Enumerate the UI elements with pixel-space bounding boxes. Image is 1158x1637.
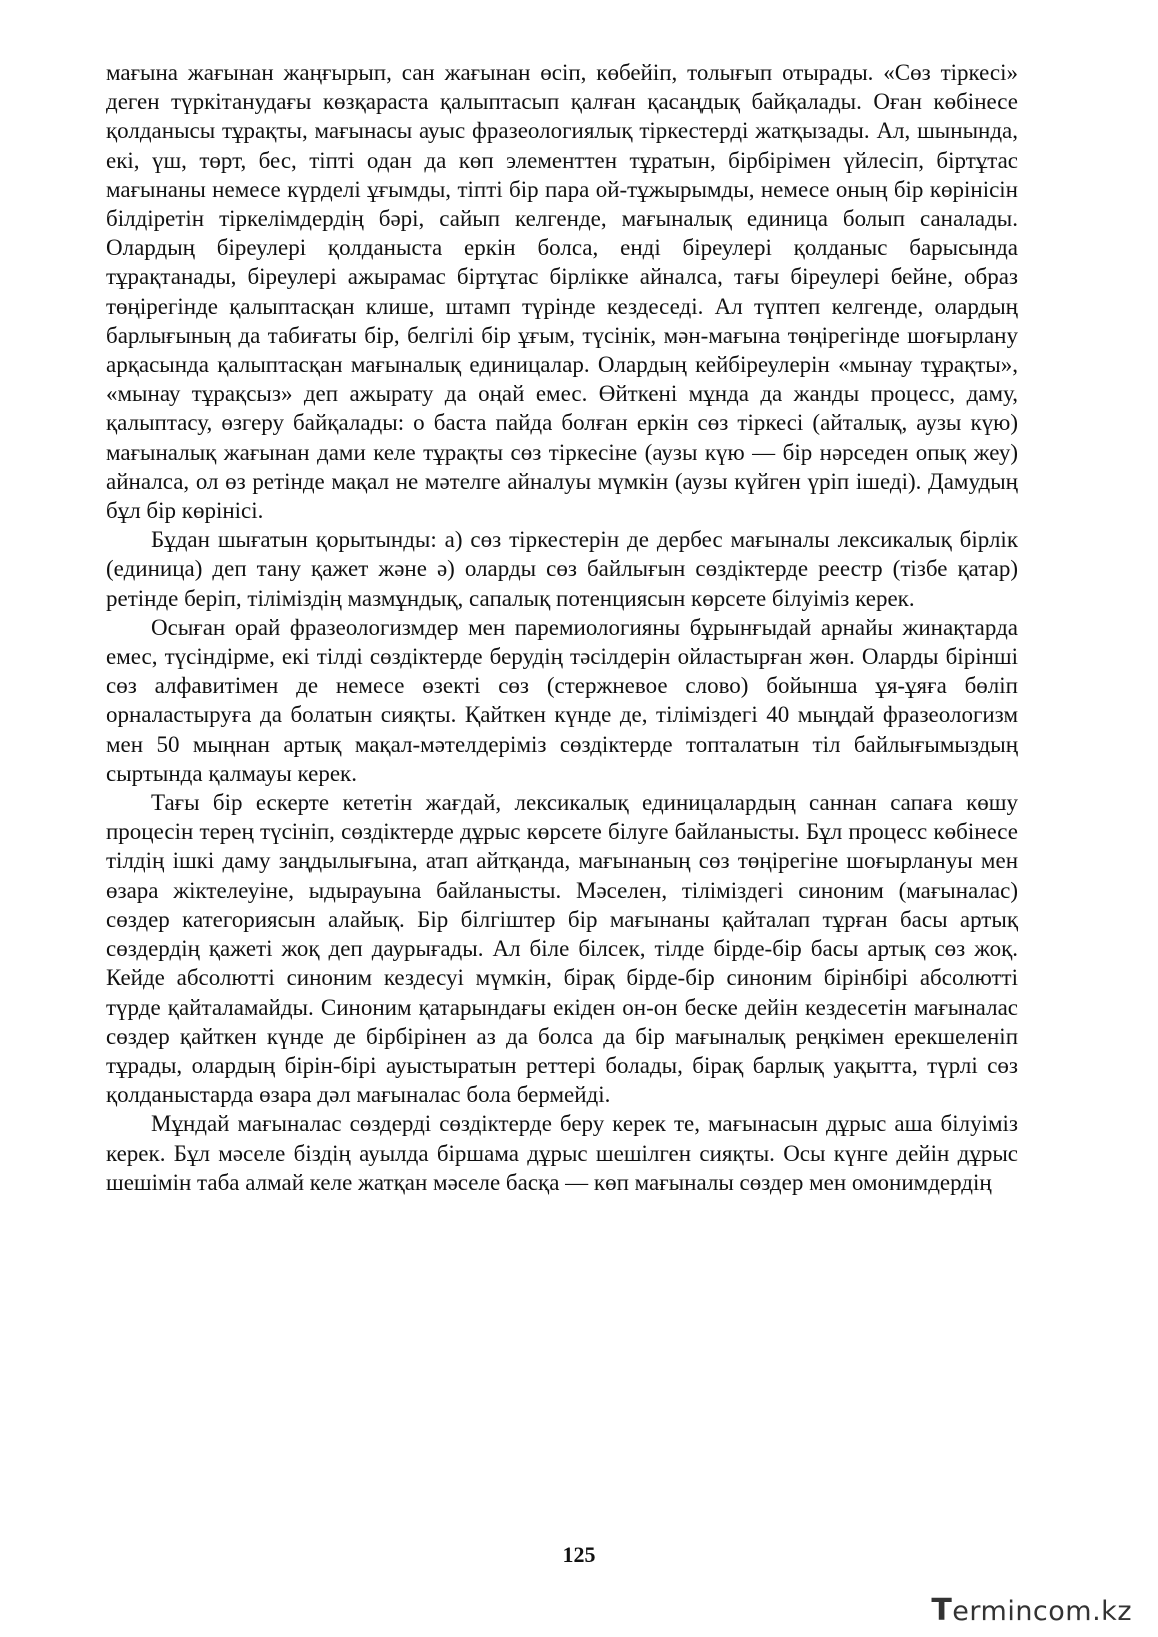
paragraph-1: мағына жағынан жаңғырып, сан жағынан өсіп, көбейіп, толығып отырады. «Сөз тіркесі» деген түркітанудағы көзқараста қалыптасып қалған қасаңдық байқалады. Оған көбінесе қолданысы тұрақты, мағынасы ауыс фразеологиялық тіркестерді жатқызады. Ал, шынында, екі, үш, төрт, бес, тіпті одан да көп элементтен тұратын, бірбірімен үйлесіп, біртұтас мағынаны немесе күрделі ұғымды, тіпті бір пара ой-тұжырымды, немесе оның бір көрінісін білдіретін тіркелімдердің бәрі, сайып келгенде, мағыналық единица болып саналады. Олардың біреулері қолданыста еркін болса, енді біреулері қолданыс барысында тұрақтанады, біреулері ажырамас біртұтас бірлікке айналса, тағы біреулері бейне, образ төңірегінде қалыптасқан клише, штамп түрінде кездеседі. Ал түптеп келгенде, олардың барлығының да табиғаты бір, белгілі бір ұғым, түсінік, мән-мағына төңірегінде шоғырлану арқасында қалыптасқан мағыналық единицалар. Олардың кейбіреулерін «мынау тұрақты», «мынау тұрақсыз» деп ажырату да оңай емес. Өйткені мұнда да жанды процесс, даму, қалыптасу, өзгеру байқалады: о баста пайда болған еркін сөз тіркесі (айталық, аузы күю) мағыналық жағынан дами келе тұрақты сөз тіркесіне (аузы күю — бір нәрседен опық жеу) айналса, ол өз ретінде мақал не мәтелге айналуы мүмкін (аузы күйген үріп ішеді). Дамудың бұл бір көрінісі. [106, 60, 1018, 524]
watermark-text: ermincom.kz [952, 1596, 1132, 1627]
watermark-initial: T [931, 1593, 953, 1628]
paragraph-2: Бұдан шығатын қорытынды: а) сөз тіркестерін де дербес мағыналы лексикалық бірлік (единица) деп тану қажет және ә) оларды сөз байлығын сөздіктерде реестр (тізбе қатар) ретінде беріп, тіліміздің мазмұндық, сапалық потенциясын көрсете білуіміз керек. [106, 527, 1018, 611]
paragraph-4: Тағы бір ескерте кететін жағдай, лексикалық единицалардың саннан сапаға көшу процесін терең түсініп, сөздіктерде дұрыс көрсете білуге байланысты. Бұл процесс көбінесе тілдің ішкі даму заңдылығына, атап айтқанда, мағынаның сөз төңірегіне шоғырлануы мен өзара жіктелеуіне, ыдырауына байланысты. Мәселен, тіліміздегі синоним (мағыналас) сөздер категориясын алайық. Бір білгіштер бір мағынаны қайталап тұрған басы артық сөздердің қажеті жоқ деп даурығады. Ал біле білсек, тілде бірде-бір басы артық сөз жоқ. Кейде абсолютті синоним кездесуі мүмкін, бірақ бірде-бір синоним бірінбірі абсолютті түрде қайталамайды. Синоним қатарындағы екіден он-он беске дейін кездесетін мағыналас сөздер қайткен күнде де бірбірінен аз да болса да бір мағыналық реңкімен ерекшеленіп тұрады, олардың бірін-бірі ауыстыратын реттері болады, бірақ барлық уақытта, түрлі сөз қолданыстарда өзара дәл мағыналас бола бермейді. [106, 790, 1018, 1108]
paragraph-3: Осыған орай фразеологизмдер мен паремиологияны бұрынғыдай арнайы жинақтарда емес, түсіндірме, екі тілді сөздіктерде берудің тәсілдерін ойластырған жөн. Оларды бірінші сөз алфавитімен де немесе өзекті сөз (стержневое слово) бойынша ұя-ұяға бөліп орналастыруға да болатын сияқты. Қайткен күнде де, тіліміздегі 40 мыңдай фразеологизм мен 50 мыңнан артық мақал-мәтелдеріміз сөздіктерде топталатын тіл байлығымыздың сыртында қалмауы керек. [106, 614, 1018, 786]
page-number: 125 [562, 1542, 596, 1567]
watermark-logo [931, 1593, 1132, 1628]
page-body [106, 58, 1018, 1197]
paragraph-5: Мұндай мағыналас сөздерді сөздіктерде беру керек те, мағынасын дұрыс аша білуіміз керек. Бұл мәселе біздің ауылда біршама дұрыс шешілген сияқты. Осы күнге дейін дұрыс шешімін таба алмай келе жатқан мәселе басқа — көп мағыналы сөздер мен омонимдердің [106, 1111, 1018, 1195]
